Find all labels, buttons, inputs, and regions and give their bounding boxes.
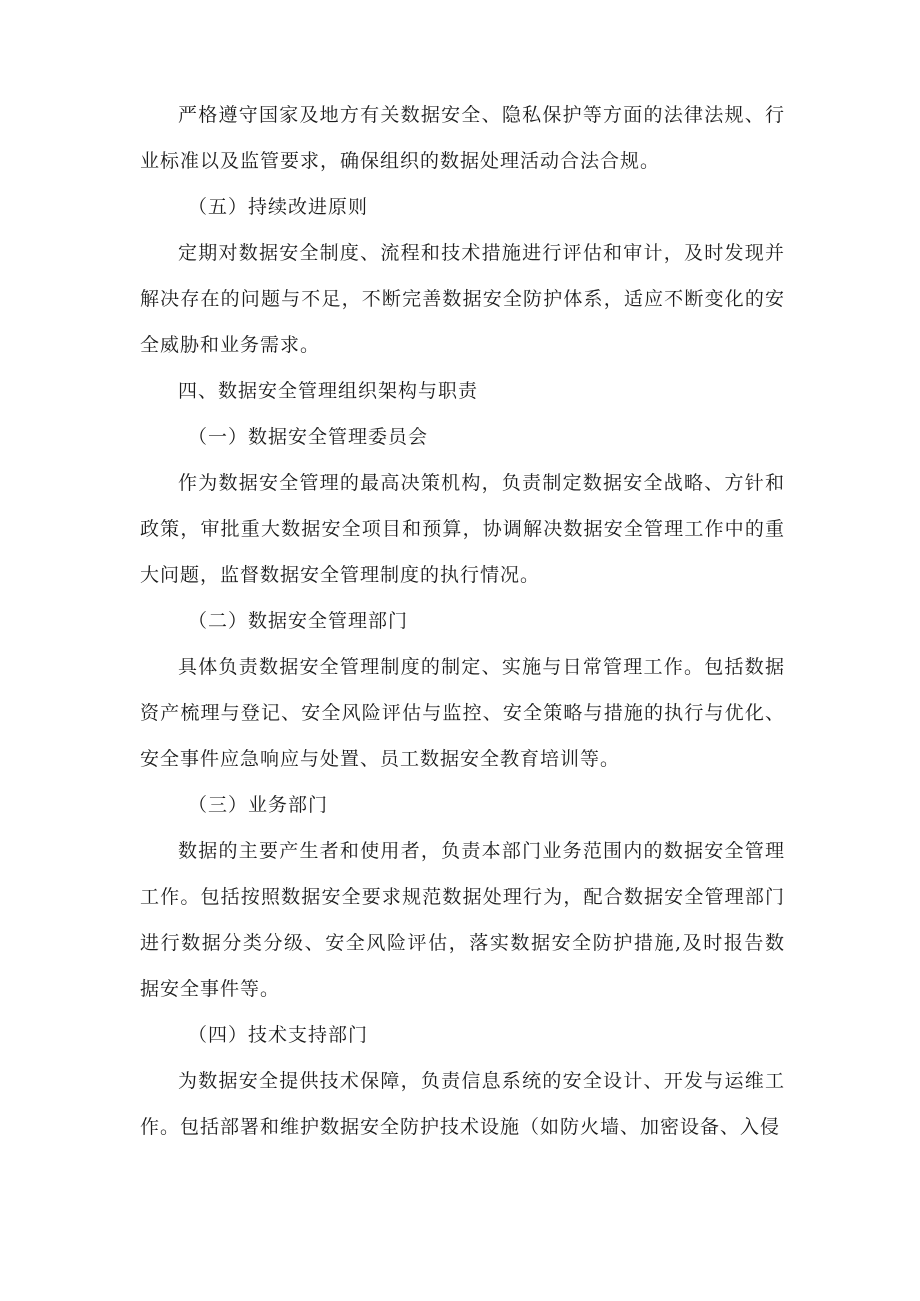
paragraph-business-dept: 数据的主要产生者和使用者，负责本部门业务范围内的数据安全管理工作。包括按照数据安全要求规范数据处理行为，配合数据安全管理部门进行数据分类分级、安全风险评估，落实数据安全防护措施,及时报告数据安全事件等。 — [140, 840, 785, 1000]
document-page — [140, 92, 785, 1150]
subheading-continuous-improvement: （五）持续改进原则 — [188, 196, 369, 218]
paragraph-compliance: 严格遵守国家及地方有关数据安全、隐私保护等方面的法律法规、行业标准以及监管要求，确保组织的数据处理活动合法合规。 — [140, 104, 785, 172]
subheading-business-dept: （三）业务部门 — [188, 794, 329, 816]
paragraph-management-dept: 具体负责数据安全管理制度的制定、实施与日常管理工作。包括数据资产梳理与登记、安全风险评估与监控、安全策略与措施的执行与优化、安全事件应急响应与处置、员工数据安全教育培训等。 — [140, 656, 785, 770]
paragraph-tech-support-dept: 为数据安全提供技术保障，负责信息系统的安全设计、开发与运维工作。包括部署和维护数据安全防护技术设施（如防火墙、加密设备、入侵 — [140, 1070, 785, 1138]
paragraph-continuous-improvement: 定期对数据安全制度、流程和技术措施进行评估和审计，及时发现并解决存在的问题与不足，不断完善数据安全防护体系，适应不断变化的安全威胁和业务需求。 — [140, 242, 785, 356]
subheading-management-dept: （二）数据安全管理部门 — [188, 610, 409, 632]
section-heading-org-structure: 四、数据安全管理组织架构与职责 — [178, 380, 479, 402]
subheading-committee: （一）数据安全管理委员会 — [188, 426, 429, 448]
subheading-tech-support-dept: （四）技术支持部门 — [188, 1024, 369, 1046]
paragraph-committee: 作为数据安全管理的最高决策机构，负责制定数据安全战略、方针和政策，审批重大数据安全项目和预算，协调解决数据安全管理工作中的重大问题，监督数据安全管理制度的执行情况。 — [140, 472, 785, 586]
